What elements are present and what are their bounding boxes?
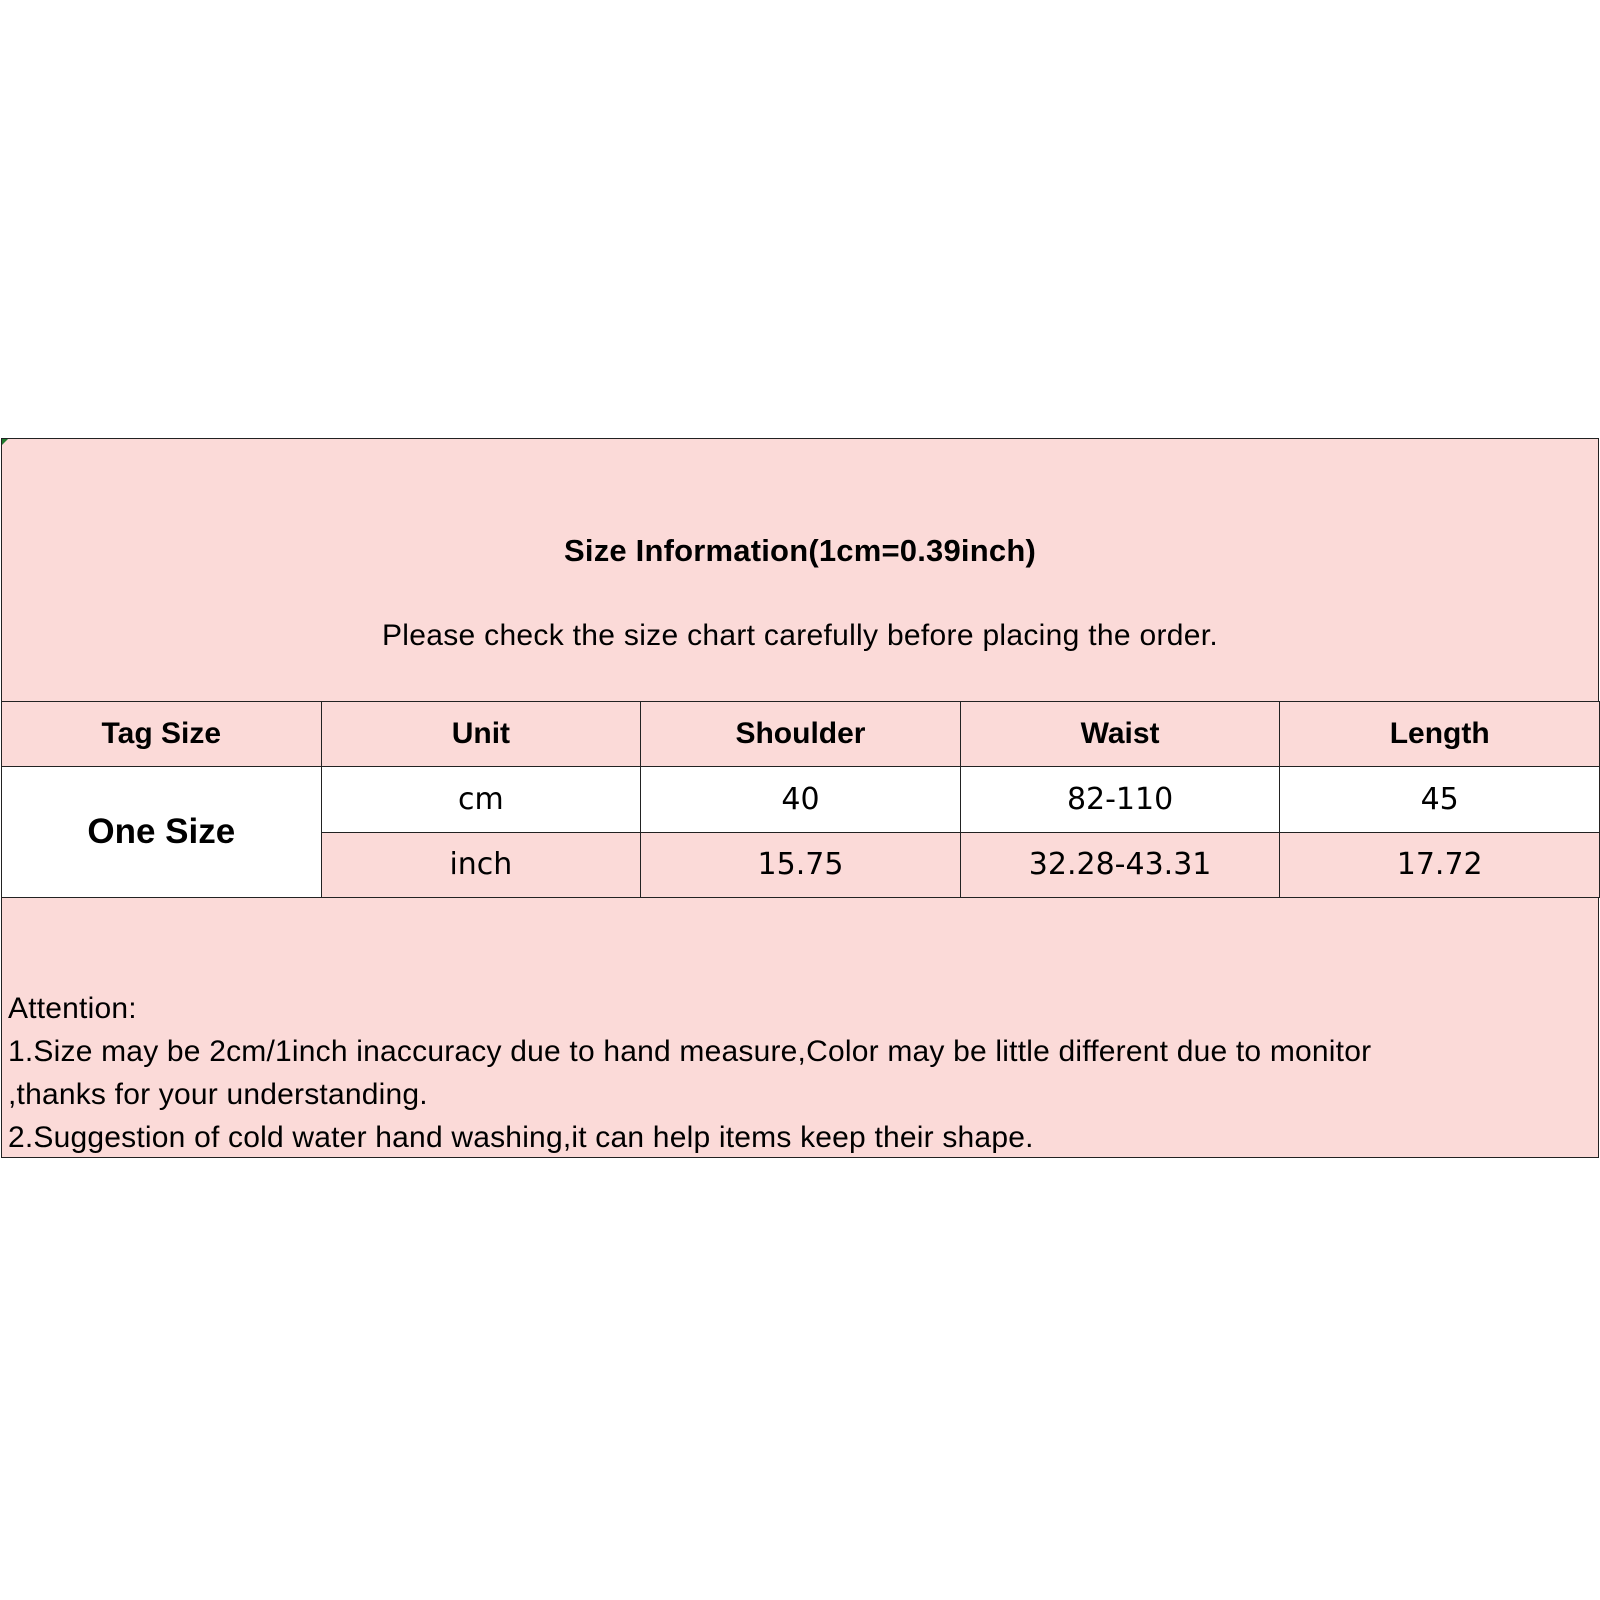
attention-line-2: ,thanks for your understanding. [8,1078,428,1111]
header-unit: Unit [321,702,641,767]
length-cell: 17.72 [1280,832,1600,898]
length-cell: 45 [1280,767,1600,833]
attention-line-1: 1.Size may be 2cm/1inch inaccuracy due to hand measure,Color may be little different due to monitor [8,1035,1372,1068]
attention-notes [8,987,1371,1159]
size-table [1,701,1600,898]
attention-line-3: 2.Suggestion of cold water hand washing,it can help items keep their shape. [8,1121,1034,1154]
shoulder-cell: 40 [641,767,961,833]
header-length: Length [1280,702,1600,767]
header-shoulder: Shoulder [641,702,961,767]
table-row [2,767,1600,833]
unit-cell: cm [321,767,641,833]
waist-cell: 32.28-43.31 [960,832,1280,898]
attention-heading: Attention: [8,992,137,1025]
waist-cell: 82-110 [960,767,1280,833]
tag-size-cell: One Size [2,767,322,898]
size-chart-subtitle: Please check the size chart carefully before placing the order. [381,619,1219,652]
unit-cell: inch [321,832,641,898]
size-chart-title: Size Information(1cm=0.39inch) [564,533,1036,568]
table-header-row [2,702,1600,767]
shoulder-cell: 15.75 [641,832,961,898]
size-chart-panel [1,438,1599,1158]
header-waist: Waist [960,702,1280,767]
cell-marker-icon [2,439,8,445]
header-tag-size: Tag Size [2,702,322,767]
